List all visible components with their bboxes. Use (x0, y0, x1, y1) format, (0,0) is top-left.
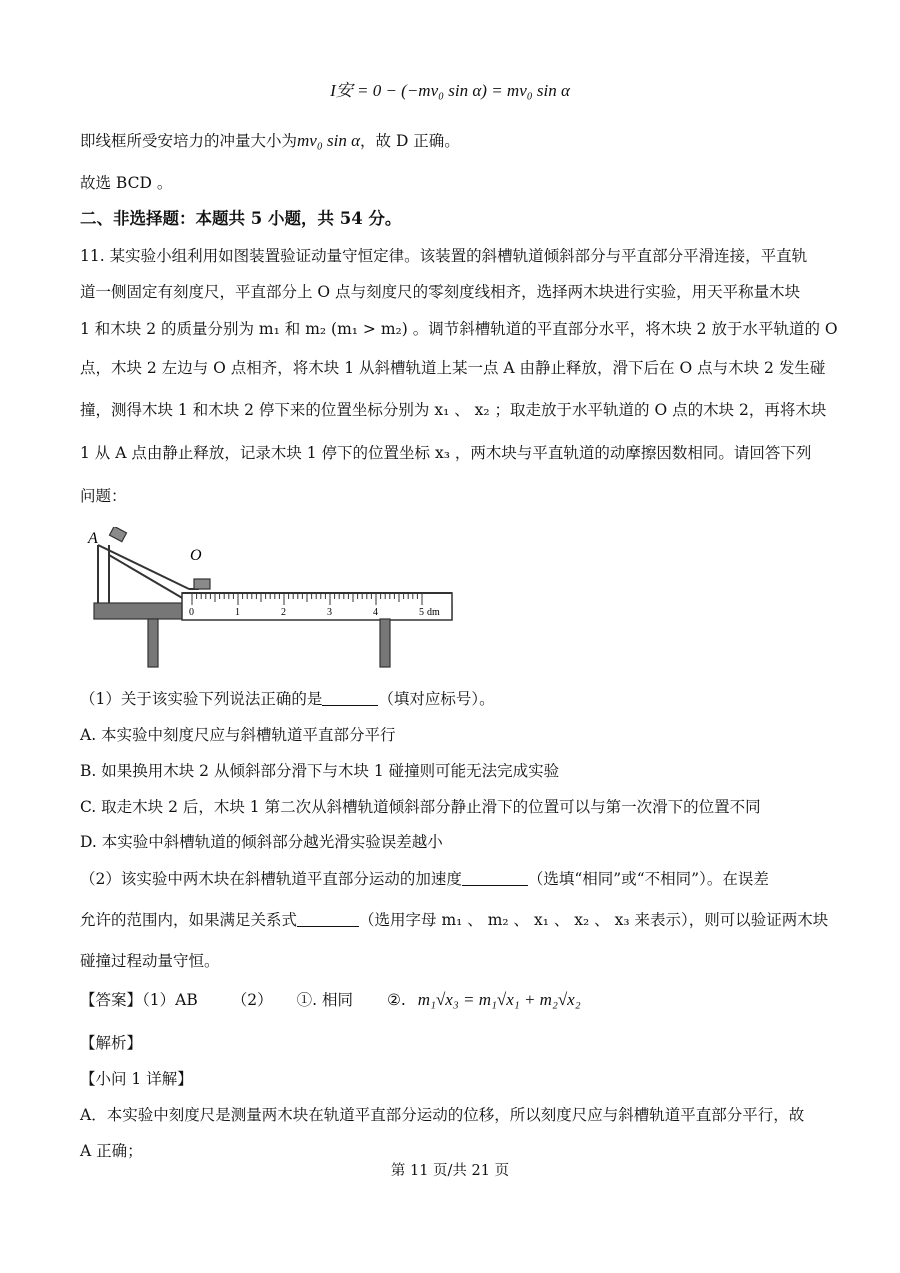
sub2-line-1 (80, 868, 769, 890)
sub1-text-post: （填对应标号）。 (378, 690, 495, 708)
sub1-answer-blank[interactable] (322, 689, 378, 706)
sub1-text: （1）关于该实验下列说法正确的是 (80, 690, 323, 708)
section-heading: 二、非选择题：本题共 5 小题，共 54 分。 (80, 209, 402, 228)
leg-left (148, 619, 158, 667)
label-a: A (88, 530, 98, 547)
block-at-a (109, 527, 126, 542)
detail-label: 【小问 1 详解】 (80, 1070, 193, 1088)
option-b: B. 如果换用木块 2 从倾斜部分滑下与木块 1 碰撞则可能无法完成实验 (80, 762, 560, 780)
choose-line: 故选 BCD 。 (80, 174, 173, 192)
impulse-math: mv₀ sin α (297, 131, 361, 150)
top-equation: I安 = 0 − (−mv₀ sin α) = mv₀ sin α (330, 81, 570, 100)
answer-part2: （2） (231, 991, 273, 1009)
q11-line-6: 1 从 A 点由静止释放，记录木块 1 停下的位置坐标 x₃ ，两木块与平直轨道的动摩擦因数相同。请回答下列 (80, 444, 812, 462)
sub2-text-2-post: （选用字母 m₁ 、 m₂ 、 x₁ 、 x₂ 、 x₃ 来表示），则可以验证两木块 (359, 911, 829, 929)
sub2-text-1: （2）该实验中两木块在斜槽轨道平直部分运动的加速度 (80, 870, 462, 888)
sub2-text-1-post: （选填“相同”或“不相同”）。在误差 (527, 870, 769, 888)
answer-label: 【答案】 (80, 991, 143, 1009)
ruler (182, 593, 452, 620)
sub2-line-2 (80, 909, 828, 931)
q11-line-5: 撞，测得木块 1 和木块 2 停下来的位置坐标分别为 x₁ 、 x₂ ；取走放于水平轨道的 O 点的木块 2，再将木块 (80, 401, 827, 419)
answer-part1: （1）AB (142, 991, 198, 1009)
option-d: D. 本实验中斜槽轨道的倾斜部分越光滑实验误差越小 (80, 833, 443, 851)
experiment-apparatus-figure (84, 527, 464, 672)
sub2-line-3: 碰撞过程动量守恒。 (80, 952, 220, 970)
answer-part2b-label: ②. (386, 991, 406, 1009)
q11-line-3: 1 和木块 2 的质量分别为 m₁ 和 m₂ (m₁ > m₂) 。调节斜槽轨道的平直部分水平，将木块 2 放于水平轨道的 O (80, 320, 838, 338)
ruler-tick-label: 0 (189, 607, 194, 618)
analysis-label: 【解析】 (80, 1034, 143, 1052)
answer-part2a: ①. 相同 (296, 991, 353, 1009)
leg-right (380, 619, 390, 667)
sub2-text-2: 允许的范围内，如果满足关系式 (80, 911, 298, 929)
ruler-tick-label: 1 (235, 607, 240, 618)
sub1-question (80, 688, 495, 710)
ruler-tick-label: 3 (327, 607, 332, 618)
answer-equation: m₁√x₃ = m₁√x₁ + m₂√x₂ (417, 990, 581, 1009)
impulse-text-post: ，故 D 正确。 (360, 132, 460, 150)
ruler-tick-label: 4 (373, 607, 378, 618)
impulse-conclusion-line (80, 130, 460, 152)
label-o: O (190, 547, 202, 564)
block-2 (194, 579, 210, 589)
q11-line-7: 问题： (80, 487, 127, 505)
sub2-blank-2[interactable] (297, 910, 359, 927)
ruler-unit-label: dm (427, 607, 440, 618)
page-footer: 第 11 页/共 21 页 (390, 1163, 510, 1179)
ruler-tick-label: 5 (419, 607, 424, 618)
answer-line (80, 989, 581, 1011)
option-a: A. 本实验中刻度尺应与斜槽轨道平直部分平行 (80, 726, 396, 744)
ruler-tick-label: 2 (281, 607, 286, 618)
detail-a-line-1: A．本实验中刻度尺是测量两木块在轨道平直部分运动的位移，所以刻度尺应与斜槽轨道平直部分平行，故 (80, 1106, 805, 1124)
detail-a-line-2: A 正确； (80, 1142, 143, 1160)
q11-line-4: 点，木块 2 左边与 O 点相齐，将木块 1 从斜槽轨道上某一点 A 由静止释放，滑下后在 O 点与木块 2 发生碰 (80, 359, 826, 377)
impulse-text-pre: 即线框所受安培力的冲量大小为 (80, 132, 298, 150)
sub2-blank-1[interactable] (462, 869, 528, 886)
option-c: C. 取走木块 2 后，木块 1 第二次从斜槽轨道倾斜部分静止滑下的位置可以与第一次滑下的位置不同 (80, 798, 761, 816)
q11-line-1: 11. 某实验小组利用如图装置验证动量守恒定律。该装置的斜槽轨道倾斜部分与平直部分平滑连接，平直轨 (80, 247, 808, 265)
q11-line-2: 道一侧固定有刻度尺，平直部分上 O 点与刻度尺的零刻度线相齐，选择两木块进行实验，用天平称量木块 (80, 283, 801, 301)
